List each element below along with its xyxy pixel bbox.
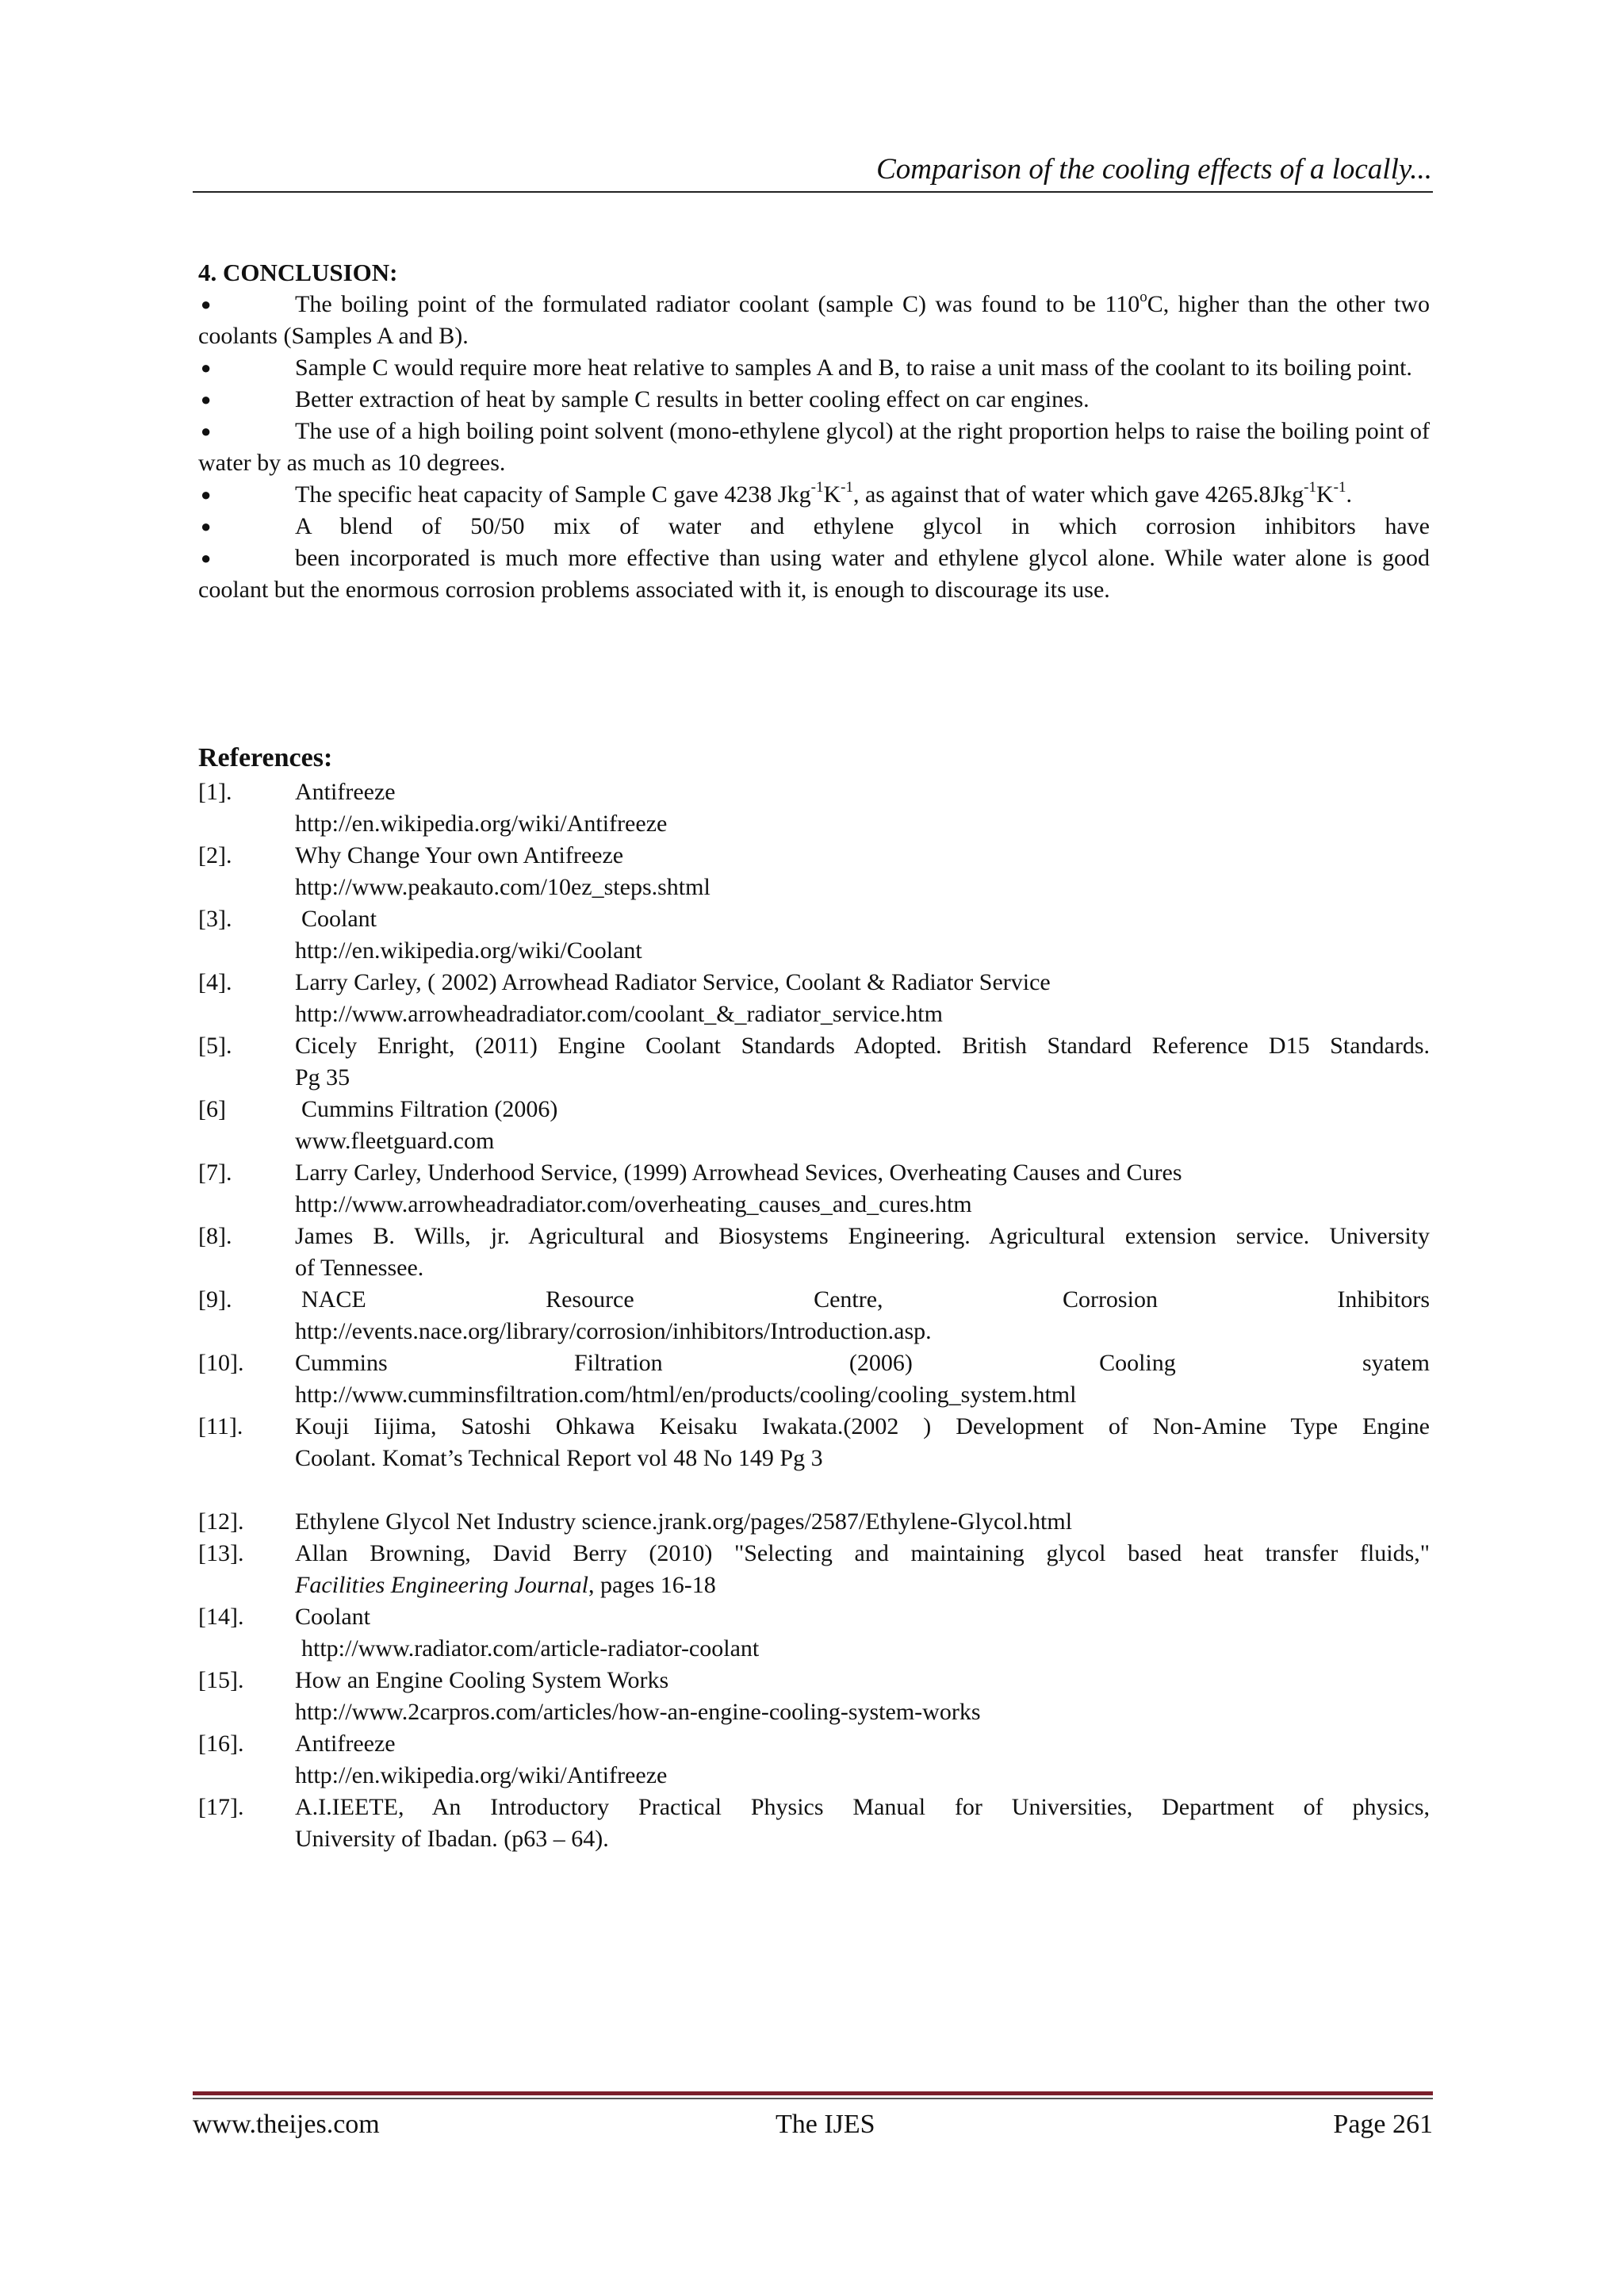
reference-number: [7]. bbox=[198, 1159, 232, 1186]
reference-word: Resource bbox=[546, 1286, 634, 1313]
reference-text: Antifreeze bbox=[295, 1731, 396, 1757]
conclusion-bullet-6 bbox=[198, 511, 1430, 542]
bullet-text: Sample C would require more heat relative to samples A and B, to raise a unit mass of the coolant to its boiling point. bbox=[295, 355, 1412, 381]
reference-item bbox=[198, 1728, 1430, 1792]
reference-text bbox=[295, 1347, 1430, 1379]
reference-text bbox=[295, 1570, 1430, 1601]
reference-number: [13]. bbox=[198, 1540, 244, 1566]
footer-page-number: Page 261 bbox=[1333, 2110, 1433, 2139]
reference-url: http://www.arrowheadradiator.com/coolant_&_radiator_service.htm bbox=[295, 1001, 943, 1027]
reference-number: [3]. bbox=[198, 906, 232, 932]
page-body bbox=[198, 257, 1431, 1852]
reference-item bbox=[198, 967, 1430, 1030]
references-list bbox=[198, 776, 1430, 1855]
conclusion-heading: 4. CONCLUSION: bbox=[198, 259, 398, 286]
reference-word: Inhibitors bbox=[1337, 1286, 1430, 1313]
reference-item bbox=[198, 1506, 1430, 1538]
reference-item bbox=[198, 903, 1430, 967]
references-heading: References: bbox=[198, 743, 333, 772]
spacer bbox=[295, 1474, 1430, 1506]
reference-url: http://en.wikipedia.org/wiki/Antifreeze bbox=[295, 1762, 668, 1788]
bullet-icon: ● bbox=[201, 516, 212, 536]
reference-text: How an Engine Cooling System Works bbox=[295, 1667, 669, 1693]
reference-word: Filtration bbox=[573, 1350, 663, 1376]
bullet-icon: ● bbox=[201, 294, 212, 314]
reference-item bbox=[198, 1094, 1430, 1157]
reference-number: [8]. bbox=[198, 1223, 232, 1249]
reference-text: James B. Wills, jr. Agricultural and Biosystems Engineering. Agricultural extension service. University bbox=[295, 1223, 1430, 1249]
header-rule bbox=[193, 191, 1433, 193]
reference-item bbox=[198, 1030, 1430, 1094]
reference-text: Ethylene Glycol Net Industry science.jrank.org/pages/2587/Ethylene-Glycol.html bbox=[295, 1508, 1073, 1535]
reference-word: Cooling bbox=[1099, 1350, 1176, 1376]
reference-word: NACE bbox=[301, 1286, 366, 1313]
reference-pages: , pages 16-18 bbox=[588, 1572, 716, 1598]
reference-text: University of Ibadan. (p63 – 64). bbox=[295, 1826, 609, 1852]
reference-word: Centre, bbox=[814, 1286, 883, 1313]
footer-rule bbox=[193, 2091, 1433, 2095]
reference-url: http://www.cumminsfiltration.com/html/en/products/cooling/cooling_system.html bbox=[295, 1382, 1077, 1408]
reference-item bbox=[198, 1157, 1430, 1221]
bullet-icon: ● bbox=[201, 548, 212, 568]
conclusion-bullet-7 bbox=[198, 542, 1430, 606]
reference-url: http://www.2carpros.com/articles/how-an-engine-cooling-system-works bbox=[295, 1699, 981, 1725]
reference-item bbox=[198, 1601, 1430, 1665]
bullet-text: The use of a high boiling point solvent (mono-ethylene glycol) at the right proportion helps to raise the boiling point of water by as much as 10 degrees. bbox=[198, 418, 1430, 476]
reference-text: Cummins Filtration (2006) bbox=[301, 1096, 558, 1122]
reference-number: [5]. bbox=[198, 1033, 232, 1059]
bullet-text: , as against that of water which gave 4265.8Jkg bbox=[852, 481, 1304, 508]
bullet-icon: ● bbox=[201, 421, 212, 441]
reference-text: Coolant. Komat’s Technical Report vol 48 No 149 Pg 3 bbox=[295, 1445, 823, 1471]
reference-item bbox=[198, 1221, 1430, 1284]
reference-word: (2006) bbox=[848, 1350, 913, 1376]
reference-item bbox=[198, 1284, 1430, 1347]
reference-text: of Tennessee. bbox=[295, 1255, 424, 1281]
superscript: -1 bbox=[1304, 479, 1316, 496]
reference-text: Cicely Enright, (2011) Engine Coolant Standards Adopted. British Standard Reference D15 Standards. bbox=[295, 1033, 1430, 1059]
reference-item bbox=[198, 1665, 1430, 1728]
reference-number: [6] bbox=[198, 1096, 226, 1122]
bullet-text: The boiling point of the formulated radiator coolant (sample C) was found to be 110 bbox=[295, 291, 1140, 317]
reference-number: [12]. bbox=[198, 1508, 244, 1535]
reference-item bbox=[198, 1792, 1430, 1855]
bullet-text: Better extraction of heat by sample C results in better cooling effect on car engines. bbox=[295, 386, 1090, 412]
reference-url: http://www.radiator.com/article-radiator-coolant bbox=[301, 1635, 760, 1662]
reference-text: Why Change Your own Antifreeze bbox=[295, 842, 624, 868]
reference-number: [2]. bbox=[198, 842, 232, 868]
reference-number: [16]. bbox=[198, 1731, 244, 1757]
superscript: o bbox=[1139, 289, 1147, 305]
reference-item bbox=[198, 840, 1430, 903]
reference-text: Allan Browning, David Berry (2010) "Selecting and maintaining glycol based heat transfer fluids," bbox=[295, 1540, 1430, 1566]
bullet-text: K bbox=[1316, 481, 1334, 508]
footer-rule-thin bbox=[193, 2098, 1433, 2099]
reference-number: [11]. bbox=[198, 1413, 243, 1439]
reference-item bbox=[198, 776, 1430, 840]
superscript: -1 bbox=[810, 479, 824, 496]
reference-number: [15]. bbox=[198, 1667, 244, 1693]
bullet-text: K bbox=[823, 481, 841, 508]
conclusion-bullet-2 bbox=[198, 352, 1430, 384]
reference-url: http://www.arrowheadradiator.com/overheating_causes_and_cures.htm bbox=[295, 1191, 972, 1217]
reference-text: Coolant bbox=[295, 1604, 370, 1630]
bullet-icon: ● bbox=[201, 358, 212, 378]
footer-journal: The IJES bbox=[776, 2110, 875, 2139]
reference-item bbox=[198, 1538, 1430, 1601]
reference-text: Kouji Iijima, Satoshi Ohkawa Keisaku Iwakata.(2002 ) Development of Non-Amine Type Engine bbox=[295, 1413, 1430, 1439]
reference-text: Larry Carley, Underhood Service, (1999) Arrowhead Sevices, Overheating Causes and Cures bbox=[295, 1159, 1182, 1186]
conclusion-bullet-5 bbox=[198, 479, 1430, 511]
bullet-text: been incorporated is much more effective than using water and ethylene glycol alone. While water alone is good coolant but the enormous corrosion problems associated with it, is enough to discourage its use. bbox=[198, 545, 1430, 603]
conclusion-bullet-4 bbox=[198, 416, 1430, 479]
bullet-text: The specific heat capacity of Sample C gave 4238 Jkg bbox=[295, 481, 811, 508]
bullet-icon: ● bbox=[201, 389, 212, 409]
reference-item bbox=[198, 1411, 1430, 1506]
reference-url: http://en.wikipedia.org/wiki/Antifreeze bbox=[295, 811, 668, 837]
conclusion-bullet-3 bbox=[198, 384, 1430, 416]
reference-text: Coolant bbox=[301, 906, 377, 932]
bullet-text: A blend of 50/50 mix of water and ethylene glycol in which corrosion inhibitors have bbox=[295, 513, 1430, 539]
reference-url: www.fleetguard.com bbox=[295, 1128, 495, 1154]
bullet-text: . bbox=[1346, 481, 1352, 508]
reference-number: [9]. bbox=[198, 1286, 232, 1313]
conclusion-bullet-1 bbox=[198, 289, 1430, 352]
reference-number: [1]. bbox=[198, 779, 232, 805]
journal-name: Facilities Engineering Journal bbox=[295, 1572, 588, 1598]
reference-text: Pg 35 bbox=[295, 1064, 350, 1091]
running-header: Comparison of the cooling effects of a locally... bbox=[876, 153, 1432, 186]
reference-number: [10]. bbox=[198, 1350, 244, 1376]
reference-number: [14]. bbox=[198, 1604, 244, 1630]
reference-item bbox=[198, 1347, 1430, 1411]
reference-number: [17]. bbox=[198, 1794, 244, 1820]
bullet-text: C, higher than the other two coolants (Samples A and B). bbox=[198, 291, 1431, 349]
footer-website: www.theijes.com bbox=[193, 2110, 380, 2139]
reference-word: Corrosion bbox=[1062, 1286, 1158, 1313]
superscript: -1 bbox=[841, 479, 853, 496]
reference-word: syatem bbox=[1362, 1350, 1430, 1376]
reference-text bbox=[295, 1284, 1430, 1316]
bullet-icon: ● bbox=[201, 485, 212, 504]
reference-url: http://www.peakauto.com/10ez_steps.shtml bbox=[295, 874, 710, 900]
reference-text: Larry Carley, ( 2002) Arrowhead Radiator Service, Coolant & Radiator Service bbox=[295, 969, 1051, 995]
reference-url: http://en.wikipedia.org/wiki/Coolant bbox=[295, 937, 642, 964]
superscript: -1 bbox=[1333, 479, 1346, 496]
reference-text: Antifreeze bbox=[295, 779, 396, 805]
reference-number: [4]. bbox=[198, 969, 232, 995]
reference-word: Cummins bbox=[295, 1350, 388, 1376]
reference-url: http://events.nace.org/library/corrosion/inhibitors/Introduction.asp. bbox=[295, 1318, 932, 1344]
reference-text: A.I.IEETE, An Introductory Practical Physics Manual for Universities, Department of physics, bbox=[295, 1794, 1430, 1820]
